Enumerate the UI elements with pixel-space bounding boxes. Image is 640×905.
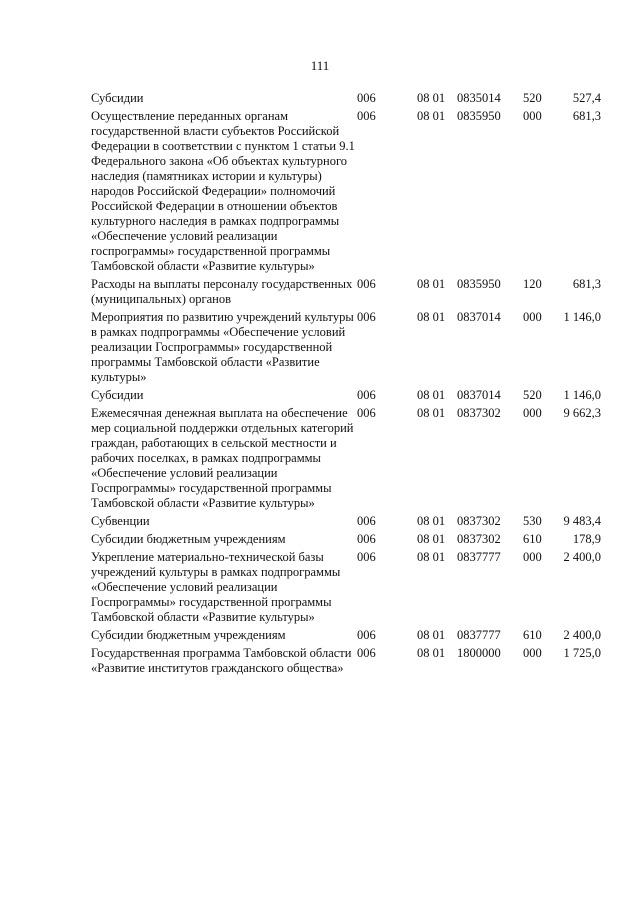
target-article-code: 1800000	[457, 646, 501, 660]
table-row	[91, 385, 601, 403]
target-article-code: 0837777	[457, 550, 501, 564]
expense-type-code: 520	[523, 388, 542, 402]
amount: 1 725,0	[563, 646, 601, 660]
target-article-code: 0837302	[457, 406, 501, 420]
expense-type-code: 120	[523, 277, 542, 291]
section-code: 08 01	[417, 532, 446, 546]
target-article-code: 0835950	[457, 277, 501, 291]
expense-type-code: 520	[523, 91, 542, 105]
expense-name: Мероприятия по развитию учреждений культуры в рамках подпрограммы «Обеспечение условий реализации Госпрограммы» государственной программы Тамбовской области «Развитие культуры»	[91, 310, 354, 384]
ministry-code: 006	[357, 406, 376, 420]
amount: 2 400,0	[563, 550, 601, 564]
ministry-code: 006	[357, 310, 376, 324]
expense-type-code: 000	[523, 550, 542, 564]
ministry-code: 006	[357, 532, 376, 546]
target-article-code: 0837302	[457, 532, 501, 546]
section-code: 08 01	[417, 550, 446, 564]
ministry-code: 006	[357, 109, 376, 123]
expense-name: Ежемесячная денежная выплата на обеспечение мер социальной поддержки отдельных категорий граждан, работающих в сельской местности и рабочих поселках, в рамках подпрограммы «Обеспечение условий реализации Госпрограммы» государственной программы Тамбовской области «Развитие культуры»	[91, 406, 354, 510]
amount: 681,3	[572, 109, 601, 123]
table-row	[91, 643, 601, 676]
section-code: 08 01	[417, 628, 446, 642]
table-row	[91, 529, 601, 547]
section-code: 08 01	[417, 310, 446, 324]
ministry-code: 006	[357, 514, 376, 528]
amount: 527,4	[572, 91, 601, 105]
expense-type-code: 000	[523, 310, 542, 324]
table-row	[91, 88, 601, 106]
ministry-code: 006	[357, 277, 376, 291]
ministry-code: 006	[357, 388, 376, 402]
table-row	[91, 274, 601, 307]
amount: 1 146,0	[563, 388, 601, 402]
target-article-code: 0837014	[457, 388, 501, 402]
table-row	[91, 307, 601, 385]
expense-type-code: 000	[523, 646, 542, 660]
expense-type-code: 000	[523, 109, 542, 123]
expense-type-code: 000	[523, 406, 542, 420]
expense-name: Субсидии бюджетным учреждениям	[91, 532, 286, 546]
expense-name: Осуществление переданных органам государственной власти субъектов Российской Федерации в соответствии с пунктом 1 статьи 9.1 Федерального закона «Об объектах культурного наследия (памятниках истории и культуры) народов Российской Федерации» полномочий Российской Федерации в отношении объектов культурного наследия в рамках подпрограммы «Обеспечение условий реализации госпрограммы» государственной программы Тамбовской области «Развитие культуры»	[91, 109, 355, 273]
target-article-code: 0835950	[457, 109, 501, 123]
amount: 2 400,0	[563, 628, 601, 642]
expense-name: Субвенции	[91, 514, 150, 528]
ministry-code: 006	[357, 550, 376, 564]
table-row	[91, 106, 601, 274]
amount: 9 483,4	[563, 514, 601, 528]
section-code: 08 01	[417, 514, 446, 528]
expense-type-code: 530	[523, 514, 542, 528]
amount: 9 662,3	[563, 406, 601, 420]
section-code: 08 01	[417, 646, 446, 660]
ministry-code: 006	[357, 646, 376, 660]
target-article-code: 0837777	[457, 628, 501, 642]
section-code: 08 01	[417, 91, 446, 105]
section-code: 08 01	[417, 277, 446, 291]
expense-name: Расходы на выплаты персоналу государственных (муниципальных) органов	[91, 277, 353, 306]
section-code: 08 01	[417, 406, 446, 420]
target-article-code: 0835014	[457, 91, 501, 105]
ministry-code: 006	[357, 91, 376, 105]
table-row	[91, 625, 601, 643]
expense-name: Субсидии	[91, 388, 144, 402]
amount: 1 146,0	[563, 310, 601, 324]
expense-type-code: 610	[523, 628, 542, 642]
table-row	[91, 547, 601, 625]
table-row	[91, 403, 601, 511]
expense-name: Государственная программа Тамбовской области «Развитие институтов гражданского общества»	[91, 646, 352, 675]
expense-name: Субсидии бюджетным учреждениям	[91, 628, 286, 642]
section-code: 08 01	[417, 388, 446, 402]
target-article-code: 0837302	[457, 514, 501, 528]
budget-table-body	[91, 88, 601, 676]
amount: 681,3	[572, 277, 601, 291]
table-row	[91, 511, 601, 529]
budget-table	[91, 88, 601, 676]
target-article-code: 0837014	[457, 310, 501, 324]
expense-name: Укрепление материально-технической базы учреждений культуры в рамках подпрограммы «Обеспечение условий реализации Госпрограммы» государственной программы Тамбовской области «Развитие культуры»	[91, 550, 341, 624]
page-number: 111	[310, 58, 330, 73]
ministry-code: 006	[357, 628, 376, 642]
expense-type-code: 610	[523, 532, 542, 546]
section-code: 08 01	[417, 109, 446, 123]
expense-name: Субсидии	[91, 91, 144, 105]
amount: 178,9	[572, 532, 601, 546]
